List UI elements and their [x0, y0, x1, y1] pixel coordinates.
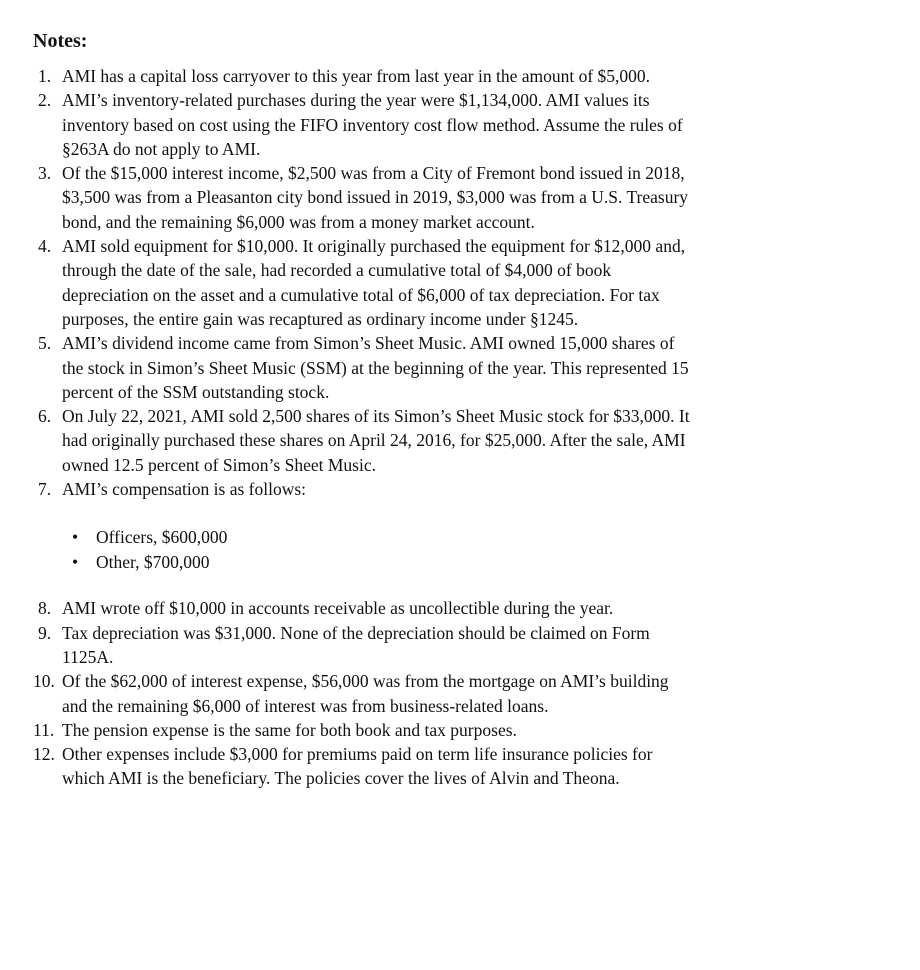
note-number: 3. — [38, 163, 52, 184]
note-number: 4. — [38, 236, 52, 257]
note-text-line: inventory based on cost using the FIFO inventory cost flow method. Assume the rules of — [62, 114, 683, 135]
note-text-line: $3,500 was from a Pleasanton city bond issued in 2019, $3,000 was from a U.S. Treasury — [62, 187, 689, 208]
note-item — [0, 742, 900, 791]
note-text-line: had originally purchased these shares on April 24, 2016, for $25,000. After the sale, AMI — [62, 430, 686, 451]
note-text-line: AMI wrote off $10,000 in accounts receivable as uncollectible during the year. — [62, 598, 614, 619]
note-text-line: purposes, the entire gain was recaptured as ordinary income under §1245. — [62, 308, 579, 329]
note-text-line: AMI has a capital loss carryover to this year from last year in the amount of $5,000. — [62, 66, 651, 86]
note-item — [0, 331, 900, 404]
note-number: 2. — [38, 90, 52, 111]
bullet-item — [0, 525, 900, 550]
note-text-line: Tax depreciation was $31,000. None of the depreciation should be claimed on Form — [62, 622, 650, 643]
note-text-line: AMI’s compensation is as follows: — [62, 479, 307, 500]
note-item — [0, 669, 900, 718]
note-text-line: §263A do not apply to AMI. — [62, 138, 261, 159]
bullet-item — [0, 550, 900, 575]
note-text-line: through the date of the sale, had recorded a cumulative total of $4,000 of book — [62, 260, 612, 281]
note-number: 10. — [33, 671, 55, 692]
note-text-line: the stock in Simon’s Sheet Music (SSM) at the beginning of the year. This represented 15 — [62, 357, 689, 378]
note-item — [0, 88, 900, 161]
note-text-line: owned 12.5 percent of Simon’s Sheet Music. — [62, 454, 376, 475]
note-item — [0, 477, 900, 501]
note-text-line: bond, and the remaining $6,000 was from a money market account. — [62, 211, 535, 232]
note-item — [0, 621, 900, 670]
note-number: 5. — [38, 333, 52, 354]
note-text-line: AMI’s inventory-related purchases during the year were $1,134,000. AMI values its — [62, 90, 650, 111]
note-number: 11. — [33, 719, 55, 740]
note-text-line: On July 22, 2021, AMI sold 2,500 shares of its Simon’s Sheet Music stock for $33,000. It — [62, 406, 690, 427]
note-item — [0, 718, 900, 742]
note-text-line: depreciation on the asset and a cumulative total of $6,000 of tax depreciation. For tax — [62, 284, 660, 305]
note-text-line: Of the $62,000 of interest expense, $56,000 was from the mortgage on AMI’s building — [62, 671, 669, 692]
bullet-text: Officers, $600,000 — [96, 527, 228, 548]
note-number: 6. — [38, 406, 52, 427]
note-text-line: The pension expense is the same for both book and tax purposes. — [62, 719, 517, 740]
note-text-line: percent of the SSM outstanding stock. — [62, 381, 330, 402]
note-text-line: 1125A. — [62, 646, 114, 667]
note-item — [0, 161, 900, 234]
note-item — [0, 64, 900, 88]
note-number: 8. — [38, 598, 52, 619]
note-number: 12. — [33, 744, 55, 765]
note-text-line: which AMI is the beneficiary. The policies cover the lives of Alvin and Theona. — [62, 768, 620, 789]
bullet-icon: • — [72, 551, 79, 572]
note-number: 1. — [38, 66, 52, 86]
note-number: 7. — [38, 479, 52, 500]
notes-heading: Notes: — [33, 30, 88, 52]
note-text-line: Of the $15,000 interest income, $2,500 was from a City of Fremont bond issued in 2018, — [62, 163, 685, 184]
note-item — [0, 404, 900, 477]
bullet-list — [0, 501, 900, 596]
note-text-line: and the remaining $6,000 of interest was from business-related loans. — [62, 695, 549, 716]
note-item — [0, 234, 900, 331]
notes-list — [0, 64, 900, 791]
bullet-text: Other, $700,000 — [96, 551, 210, 572]
note-text-line: Other expenses include $3,000 for premiums paid on term life insurance policies for — [62, 744, 653, 765]
bullet-icon: • — [72, 527, 79, 548]
note-text-line: AMI’s dividend income came from Simon’s Sheet Music. AMI owned 15,000 shares of — [62, 333, 675, 354]
note-number: 9. — [38, 622, 52, 643]
note-item — [0, 596, 900, 620]
note-text-line: AMI sold equipment for $10,000. It originally purchased the equipment for $12,000 and, — [62, 236, 686, 257]
